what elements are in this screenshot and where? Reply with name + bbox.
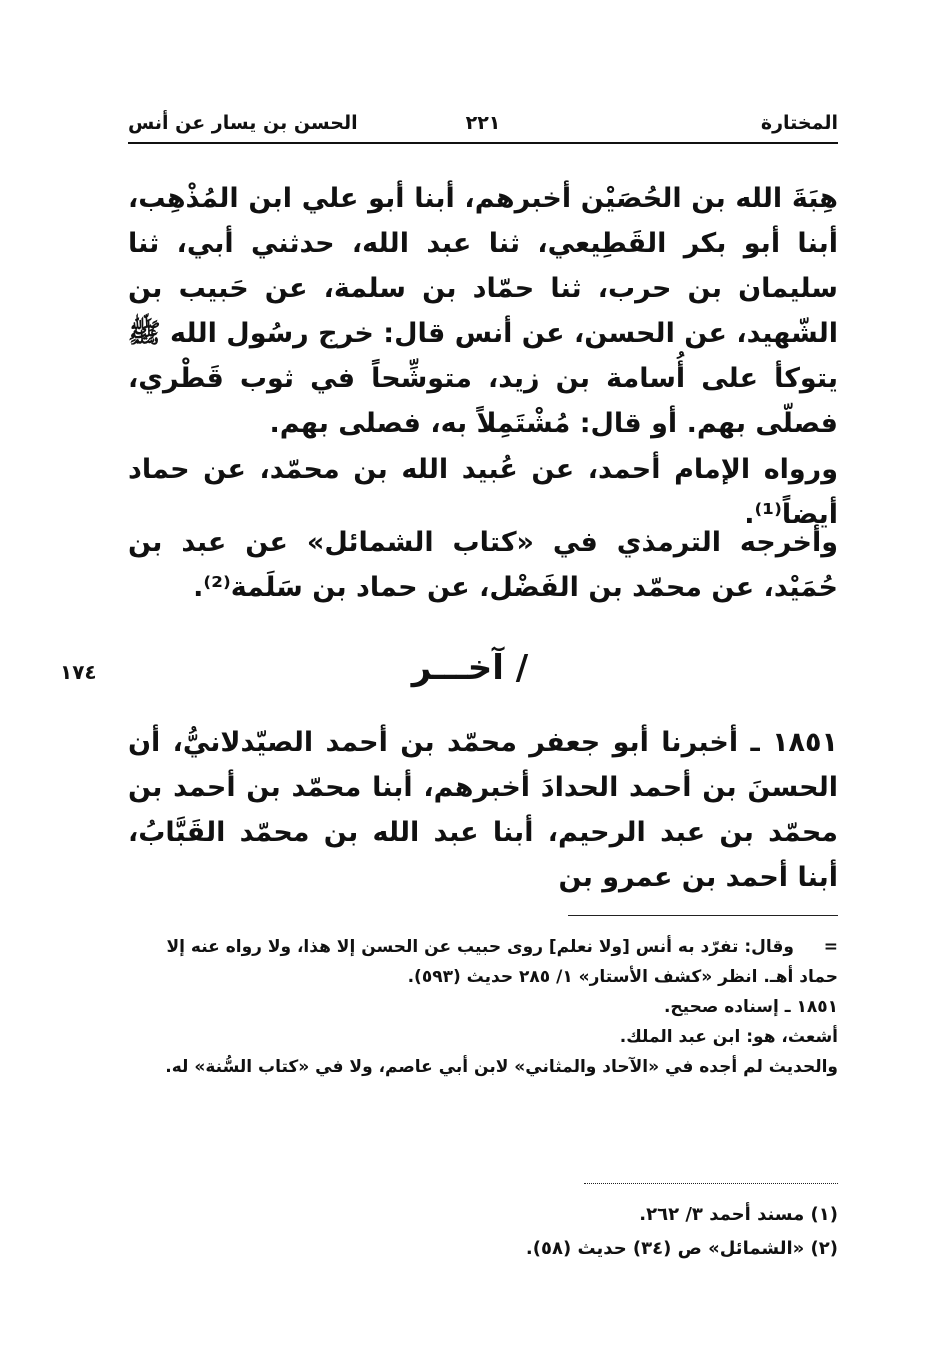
footnotes-divider	[584, 1183, 838, 1184]
paragraph-ahmad: ورواه الإمام أحمد، عن عُبيد الله بن محمّد، عن حماد أيضاً⁽¹⁾.	[128, 454, 838, 530]
footnote-1: (١) مسند أحمد ٣/ ٢٦٢.	[639, 1204, 838, 1225]
paragraph-hadith-1851: ١٨٥١ ـ أخبرنا أبو جعفر محمّد بن أحمد الصيّدلانيُّ، أن الحسنَ بن أحمد الحدادَ أخبرهم، أبنا محمّد بن أحمد بن محمّد بن عبد الرحيم، أبنا عبد الله بن محمّد القَبَّابُ، أبنا أحمد بن عمرو بن	[128, 727, 838, 893]
note-line: والحديث لم أجده في «الآحاد والمثاني» لابن أبي عاصم، ولا في «كتاب السُّنة» له.	[165, 1057, 838, 1077]
note-text: ـ إسناده صحيح.	[663, 997, 791, 1017]
header-book-title: المختارة	[760, 112, 838, 134]
editor-notes	[128, 932, 838, 1082]
note-number: ١٨٥١	[796, 997, 838, 1017]
footnotes	[128, 1198, 838, 1266]
running-header	[128, 108, 838, 144]
note-continued	[128, 932, 838, 992]
note-1851	[128, 992, 838, 1022]
paragraph-tirmidhi: وأخرجه الترمذي في «كتاب الشمائل» عن عبد بن حُمَيْد، عن محمّد بن الفَضْل، عن حماد بن سَلَمة⁽²⁾.	[128, 527, 838, 603]
header-chapter-title: الحسن بن يسار عن أنس	[128, 112, 358, 134]
note-text: وقال: تفرّد به أنس [ولا نعلم] روى حبيب عن الحسن إلا هذا، ولا رواه عنه إلا حماد أهـ. انظر «كشف الأستار» ١/ ٢٨٥ حديث (٥٩٣).	[166, 937, 838, 987]
paragraph-hadith-chain: هِبَةَ الله بن الحُصَيْن أخبرهم، أبنا أبو علي ابن المُذْهِب، أبنا أبو بكر القَطِيعي، ثنا عبد الله، حدثني أبي، ثنا سليمان بن حرب، ثنا حمّاد بن سلمة، عن حَبيب بن الشّهيد، عن الحسن، عن أنس قال: خرج رسُول الله ﷺ يتوكأ على أُسامة بن زيد، متوشِّحاً في ثوب قَطْري، فصلّى بهم. أو قال: مُشْتَمِلاً به، فصلى بهم.	[128, 183, 838, 439]
footnote-2: (٢) «الشمائل» ص (٣٤) حديث (٥٨).	[525, 1238, 838, 1259]
note-line: أشعث، هو: ابن عبد الملك.	[619, 1027, 838, 1047]
marginal-reference: ١٧٤	[60, 660, 97, 684]
note-continuation-marker: =	[823, 937, 838, 957]
section-heading: / آخـــر	[411, 648, 529, 688]
page-number: ٢٢١	[465, 112, 501, 134]
notes-divider	[568, 915, 838, 916]
